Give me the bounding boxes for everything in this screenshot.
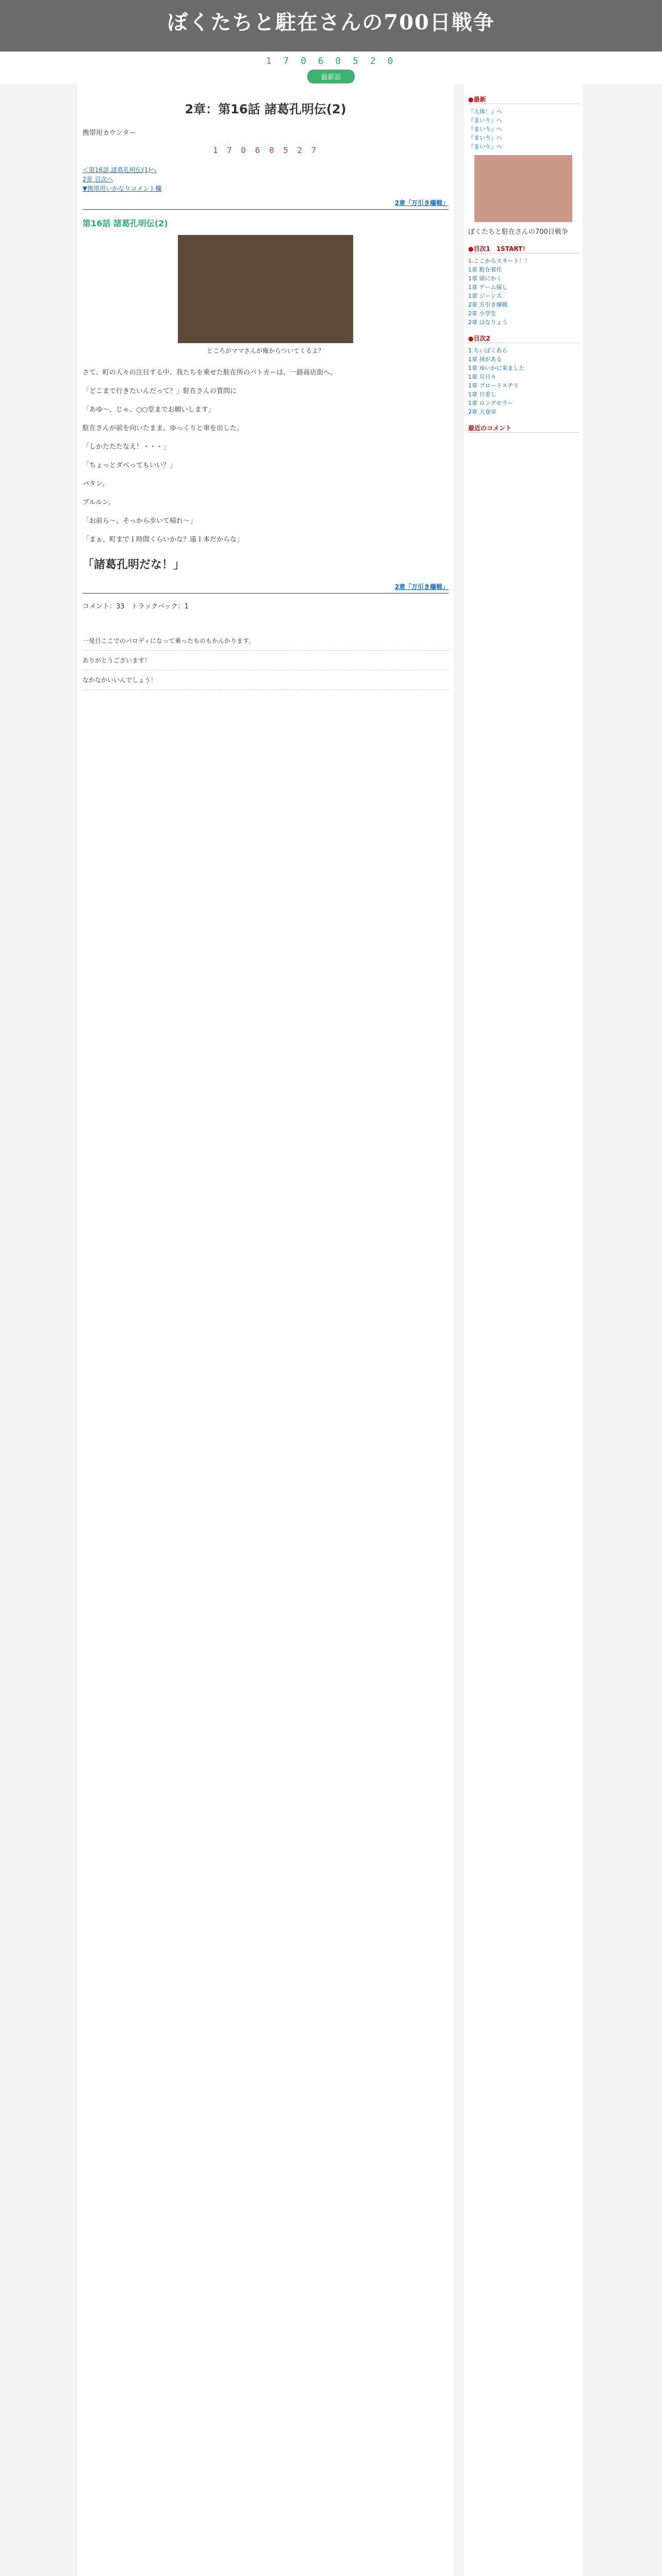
toc-item[interactable]: 1.ここからスタート！！ [468, 258, 531, 264]
section-title: 第16話 諸葛孔明伝(2) [82, 218, 168, 228]
paragraph: 駐在さんが前を向いたまま、ゆっくりと車を出した。 [82, 425, 243, 432]
toc-item[interactable]: 2章 万引き爆戦 [468, 301, 508, 308]
entry-body [82, 367, 449, 546]
sidebar-item[interactable]: 『まいり』へ [468, 143, 502, 150]
chapter-link[interactable]: 2章「万引き爆戦」 [82, 198, 449, 210]
paragraph: 「お前ら〜、そっから歩いて帰れ〜」 [82, 517, 197, 525]
book-title: ぼくたちと駐在さんの700日戦争 [468, 228, 568, 236]
paragraph: 「まぁ、町まで１時間くらいかな？遠１本だからな」 [82, 536, 244, 544]
visitor-counter: 1 7 0 6 0 5 2 0 [266, 56, 396, 66]
mobile-counter: 1 7 0 6 0 5 2 7 [212, 145, 319, 155]
toc-item[interactable]: 2章 はなりょう [468, 319, 508, 326]
bear-image [178, 235, 353, 343]
site-header [0, 0, 662, 52]
sidebar-item[interactable]: 『まいり』へ [468, 126, 502, 132]
bear-caption: ところがママさんが俺からついてくるよ？ [207, 347, 324, 354]
paragraph: ブルルン。 [82, 499, 115, 506]
newest-button[interactable]: 最新話 [307, 70, 354, 83]
toc2-item[interactable]: 1章 ロングセラー [468, 400, 514, 406]
site-title[interactable]: ぼくたちと駐在さんの700日戦争 [167, 10, 495, 35]
paragraph: さて、町の人々の注目する中、我たちを乗せた駐在所のパトカーは、一路商店街へ。 [82, 369, 337, 377]
toc-link[interactable]: 2章 目次へ [82, 176, 113, 183]
toc-item[interactable]: 1章 ジーンズ [468, 293, 502, 299]
toc-item[interactable]: 1章 頭にかく [468, 275, 502, 282]
entry-nav [82, 165, 449, 193]
paragraph: 「しかたたたなえ！・・・」 [82, 443, 170, 451]
toc-item[interactable]: 1章 ゲーム探し [468, 284, 508, 291]
sidebar-item[interactable]: 『まいり』へ [468, 134, 502, 141]
toc2-item[interactable]: 1章 月日々 [468, 374, 496, 380]
toc-item[interactable]: 2章 小学生 [468, 310, 496, 317]
counter-bar [0, 52, 662, 83]
chapter-link-bottom[interactable]: 2章「万引き爆戦」 [82, 582, 449, 594]
entry-footer-meta: コメント：33 トラックバック：1 [82, 603, 189, 611]
paragraph: 「あゆ〜、じゃ、○○堂までお願いします」 [82, 406, 215, 414]
toc2-item[interactable]: 1.ちいぼくあら [468, 347, 508, 354]
paragraph: 「どこまで行きたいんだって？」駐在さんの質問に [82, 387, 237, 395]
paragraph: 「ちょっとダベってもいい？」 [82, 462, 177, 469]
toc2-item[interactable]: 1章 日差し [468, 391, 496, 398]
paragraph: バタン。 [82, 480, 109, 488]
toc2-item[interactable]: 1章 ブロードステリ [468, 382, 519, 389]
comment-item: ありがとうございます！ [82, 651, 449, 670]
toc2-title: ●目次2 [468, 334, 578, 343]
main-content [77, 83, 454, 2576]
comment-item: なかなかいいんでしょう！ [82, 670, 449, 690]
mobile-counter-label: 携帯用カウンター [82, 129, 136, 137]
prev-link[interactable]: ＜第16話 諸葛孔明伝(1)へ [82, 166, 157, 174]
sidebar-new-title: ●最新 [468, 95, 578, 104]
toc2-item[interactable]: 1章 ゆいかに来ました [468, 365, 525, 371]
highlight-line: 「諸葛孔明だな！」 [82, 558, 185, 571]
toc-item[interactable]: 1章 駐在着任 [468, 266, 502, 273]
sidebar-item[interactable]: 『まいり』へ [468, 117, 502, 124]
sidebar-item[interactable]: 『大体！』へ [468, 108, 502, 115]
mobile-comment-link[interactable]: ▼携帯用いかなりコメント欄 [82, 185, 162, 192]
toc2-item[interactable]: 2章 大食卓 [468, 409, 496, 415]
toc-title: ●目次1 1START！ [468, 244, 578, 253]
comments-section [82, 631, 449, 690]
comment-item: 一発目ここでのパロディになって乗ったものもかんかります。 [82, 631, 449, 651]
book-cover-image[interactable] [474, 155, 572, 222]
entry-title: 2章：第16話 諸葛孔明伝(2) [185, 102, 346, 116]
toc2-item[interactable]: 1章 何がある [468, 356, 502, 363]
recent-comments-title: 最近のコメント [468, 423, 578, 433]
sidebar [464, 83, 583, 2576]
